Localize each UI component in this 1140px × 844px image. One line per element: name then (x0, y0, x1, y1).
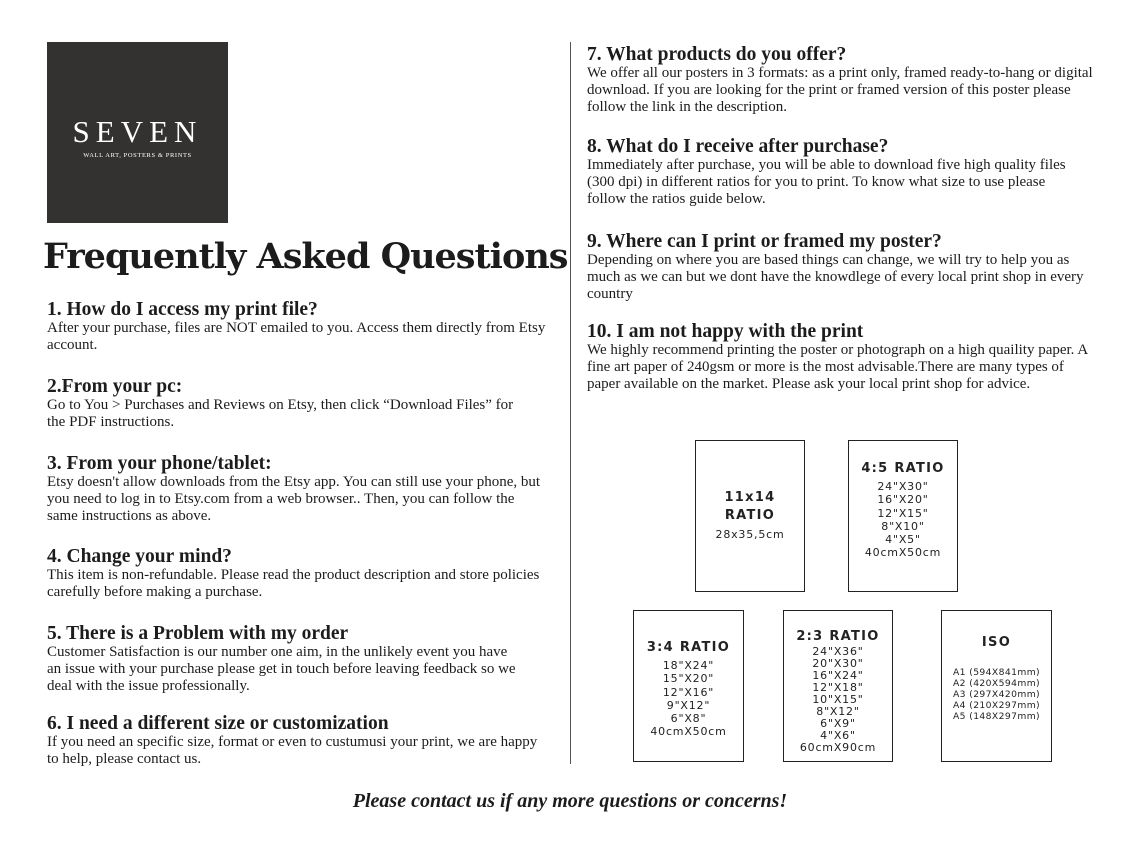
faq-question: 8. What do I receive after purchase? (587, 136, 889, 157)
brand-tagline: WALL ART, POSTERS & PRINTS (83, 152, 192, 159)
ratio-size: 9"X12" (666, 698, 711, 712)
ratio-size: A1 (594X841mm) (952, 667, 1041, 678)
faq-question: 3. From your phone/tablet: (47, 453, 272, 474)
faq-question: 4. Change your mind? (47, 546, 232, 567)
faq-question: 7. What products do you offer? (587, 44, 847, 65)
faq-answer: We highly recommend printing the poster or photograph on a high quaility paper. A fine art paper of 240gsm or more is the most advisable.There are many types of paper available on the market. Please ask your local print shop for advice. (587, 342, 1088, 392)
faq-item (47, 377, 527, 431)
ratio-size: 40cmX50cm (864, 546, 942, 560)
page-title: Frequently Asked Questions (43, 236, 568, 277)
faq-item (47, 547, 547, 601)
faq-question: 10. I am not happy with the print (587, 321, 864, 342)
faq-question: 1. How do I access my print file? (47, 299, 318, 320)
ratio-title: RATIO (724, 508, 776, 523)
ratio-size: 4"X6" (820, 729, 856, 742)
ratio-sizes (849, 480, 957, 560)
faq-answer: We offer all our posters in 3 formats: as a print only, framed ready-to-hang or digital download. If you are looking for the print or framed version of this poster please follow the link in the description. (587, 65, 1093, 115)
faq-item (47, 714, 547, 768)
faq-answer: After your purchase, files are NOT emailed to you. Access them directly from Etsy account. (47, 320, 546, 353)
ratio-sizes (696, 528, 804, 541)
ratio-size: 6"X9" (820, 717, 856, 730)
ratio-size: 24"X30" (877, 480, 929, 493)
ratio-card-2-3 (783, 610, 893, 762)
ratio-title: 2:3 RATIO (796, 629, 880, 644)
ratio-size: 16"X24" (812, 669, 864, 682)
faq-item (587, 45, 1097, 116)
ratio-title: 3:4 RATIO (646, 640, 731, 655)
ratio-size: 15"X20" (662, 672, 715, 686)
brand-name: SEVEN (72, 114, 203, 149)
faq-answer: Depending on where you are based things can change, we will try to help you as much as we can but we dont have the knowdlege of every local print shop in every country (587, 252, 1084, 302)
faq-answer: Go to You > Purchases and Reviews on Etsy, then click “Download Files” for the PDF instructions. (47, 397, 514, 430)
column-divider (570, 42, 571, 764)
faq-question: 9. Where can I print or framed my poster? (587, 231, 942, 252)
ratio-card-3-4 (633, 610, 744, 762)
ratio-size: 60cmX90cm (799, 741, 877, 754)
faq-answer: Etsy doesn't allow downloads from the Etsy app. You can still use your phone, but you need to log in to Etsy.com from a web browser.. Then, you can follow the same instructions as above. (47, 474, 541, 524)
brand-logo (47, 42, 228, 223)
faq-answer: This item is non-refundable. Please read the product description and store policies carefully before making a purchase. (47, 567, 540, 600)
ratio-sizes (942, 667, 1051, 722)
ratio-size: 20"X30" (812, 657, 864, 670)
ratio-size: 6"X8" (670, 712, 707, 726)
faq-item (587, 137, 1087, 208)
ratio-size: A5 (148X297mm) (952, 711, 1041, 722)
faq-answer: Immediately after purchase, you will be able to download five high quality files (300 dpi) in different ratios for you to print. To know what size to use please follow the ratios guide below. (587, 157, 1066, 207)
faq-answer: Customer Satisfaction is our number one aim, in the unlikely event you have an issue with your purchase please get in touch before leaving feedback so we deal with the issue professionally. (47, 644, 516, 694)
faq-item (47, 624, 522, 695)
ratio-title: ISO (981, 635, 1012, 650)
faq-item (47, 454, 547, 525)
ratio-card-iso (941, 610, 1052, 762)
ratio-size: 8"X10" (881, 519, 925, 533)
ratio-size: 28x35,5cm (715, 528, 785, 541)
ratio-sizes (634, 659, 743, 739)
ratio-size: 8"X12" (816, 705, 860, 718)
faq-answer: If you need an specific size, format or even to custumusi your print, we are happy to help, please contact us. (47, 734, 538, 767)
ratio-size: 4"X5" (885, 533, 921, 547)
ratio-title: 4:5 RATIO (861, 461, 945, 476)
faq-question: 2.From your pc: (47, 376, 183, 397)
faq-question: 6. I need a different size or customization (47, 713, 389, 734)
faq-item (47, 300, 547, 354)
ratio-title: 11x14 (724, 490, 776, 505)
faq-question: 5. There is a Problem with my order (47, 623, 349, 644)
ratio-size: 12"X15" (877, 506, 929, 520)
ratio-size: 18"X24" (662, 659, 715, 672)
faq-item (587, 232, 1097, 303)
ratio-size: 12"X18" (812, 681, 864, 694)
faq-item (587, 322, 1097, 393)
ratio-size: A2 (420X594mm) (952, 678, 1041, 689)
ratio-card-11x14 (695, 440, 805, 592)
ratio-sizes (784, 646, 892, 754)
ratio-card-4-5 (848, 440, 958, 592)
ratio-size: 10"X15" (812, 693, 864, 706)
footer-note: Please contact us if any more questions or concerns! (352, 790, 788, 812)
ratio-size: 12"X16" (662, 685, 715, 699)
ratio-size: 40cmX50cm (650, 725, 727, 739)
ratio-size: 24"X36" (812, 645, 864, 658)
ratio-size: A3 (297X420mm) (952, 689, 1041, 700)
ratio-size: A4 (210X297mm) (952, 700, 1041, 711)
ratio-size: 16"X20" (877, 493, 929, 507)
